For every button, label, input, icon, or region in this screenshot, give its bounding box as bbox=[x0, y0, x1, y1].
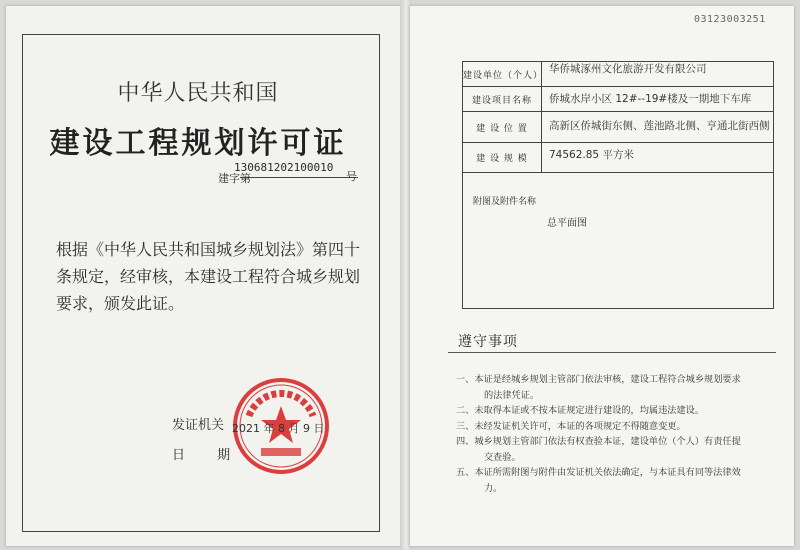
certificate-body-text: 根据《中华人民共和国城乡规划法》第四十条规定，经审核，本建设工程符合城乡规划要求，颁发此证。 bbox=[56, 240, 361, 313]
permit-number-underline bbox=[240, 177, 358, 178]
issuer-label: 发证机关 bbox=[172, 418, 225, 433]
row-label: 建 设 规 模 bbox=[463, 143, 542, 172]
row-label: 建设项目名称 bbox=[463, 87, 542, 111]
note-continuation: 的法律凭证。 bbox=[484, 389, 540, 401]
row-value: 74562.85 平方米 bbox=[549, 149, 634, 161]
list-item bbox=[456, 372, 774, 403]
project-info-table bbox=[462, 61, 774, 309]
table-row bbox=[463, 112, 773, 143]
table-row bbox=[463, 143, 773, 173]
note-text: 四、城乡规划主管部门依法有权查验本证，建设单位（个人）有责任提 bbox=[456, 436, 741, 447]
note-continuation: 力。 bbox=[484, 482, 503, 494]
serial-number: 03123003251 bbox=[694, 14, 766, 25]
note-continuation: 交查验。 bbox=[484, 451, 521, 463]
note-text: 一、本证是经城乡规划主管部门依法审核，建设工程符合城乡规划要求 bbox=[456, 374, 741, 385]
table-row bbox=[463, 87, 773, 112]
row-value: 高新区侨城街东侧、莲池路北侧、亨通北街西侧 bbox=[549, 120, 770, 132]
country-title: 中华人民共和国 bbox=[117, 81, 279, 106]
date-label: 日 期 bbox=[172, 448, 245, 463]
attachments-label: 附图及附件名称 bbox=[473, 197, 537, 207]
certificate-title: 建设工程规划许可证 bbox=[49, 126, 347, 161]
permit-prefix: 建字第 bbox=[218, 172, 251, 185]
attachments-value: 总平面图 bbox=[547, 218, 587, 229]
row-label: 建设单位（个人） bbox=[463, 62, 542, 86]
notes-title: 遵守事项 bbox=[458, 334, 518, 350]
list-item bbox=[456, 434, 774, 465]
row-label: 建 设 位 置 bbox=[463, 112, 542, 142]
note-text: 二、未取得本证或不按本证规定进行建设的，均属违法建设。 bbox=[456, 405, 705, 416]
row-value: 华侨城涿州文化旅游开发有限公司 bbox=[549, 63, 707, 75]
note-text: 五、本证所需附图与附件由发证机关依法确定，与本证具有同等法律效 bbox=[456, 467, 741, 478]
issue-date: 2021 年 8 月 9 日 bbox=[232, 422, 325, 435]
notes-divider bbox=[448, 352, 776, 353]
list-item bbox=[456, 465, 774, 496]
permit-number: 130681202100010 bbox=[234, 161, 334, 174]
note-text: 三、未经发证机关许可，本证的各项规定不得随意变更。 bbox=[456, 420, 686, 432]
table-row bbox=[463, 62, 773, 87]
notes-list bbox=[456, 372, 774, 496]
list-item bbox=[456, 419, 774, 435]
list-item bbox=[456, 403, 774, 419]
row-value: 侨城水岸小区 12#--19#楼及一期地下车库 bbox=[549, 93, 752, 105]
permit-suffix: 号 bbox=[346, 170, 357, 183]
